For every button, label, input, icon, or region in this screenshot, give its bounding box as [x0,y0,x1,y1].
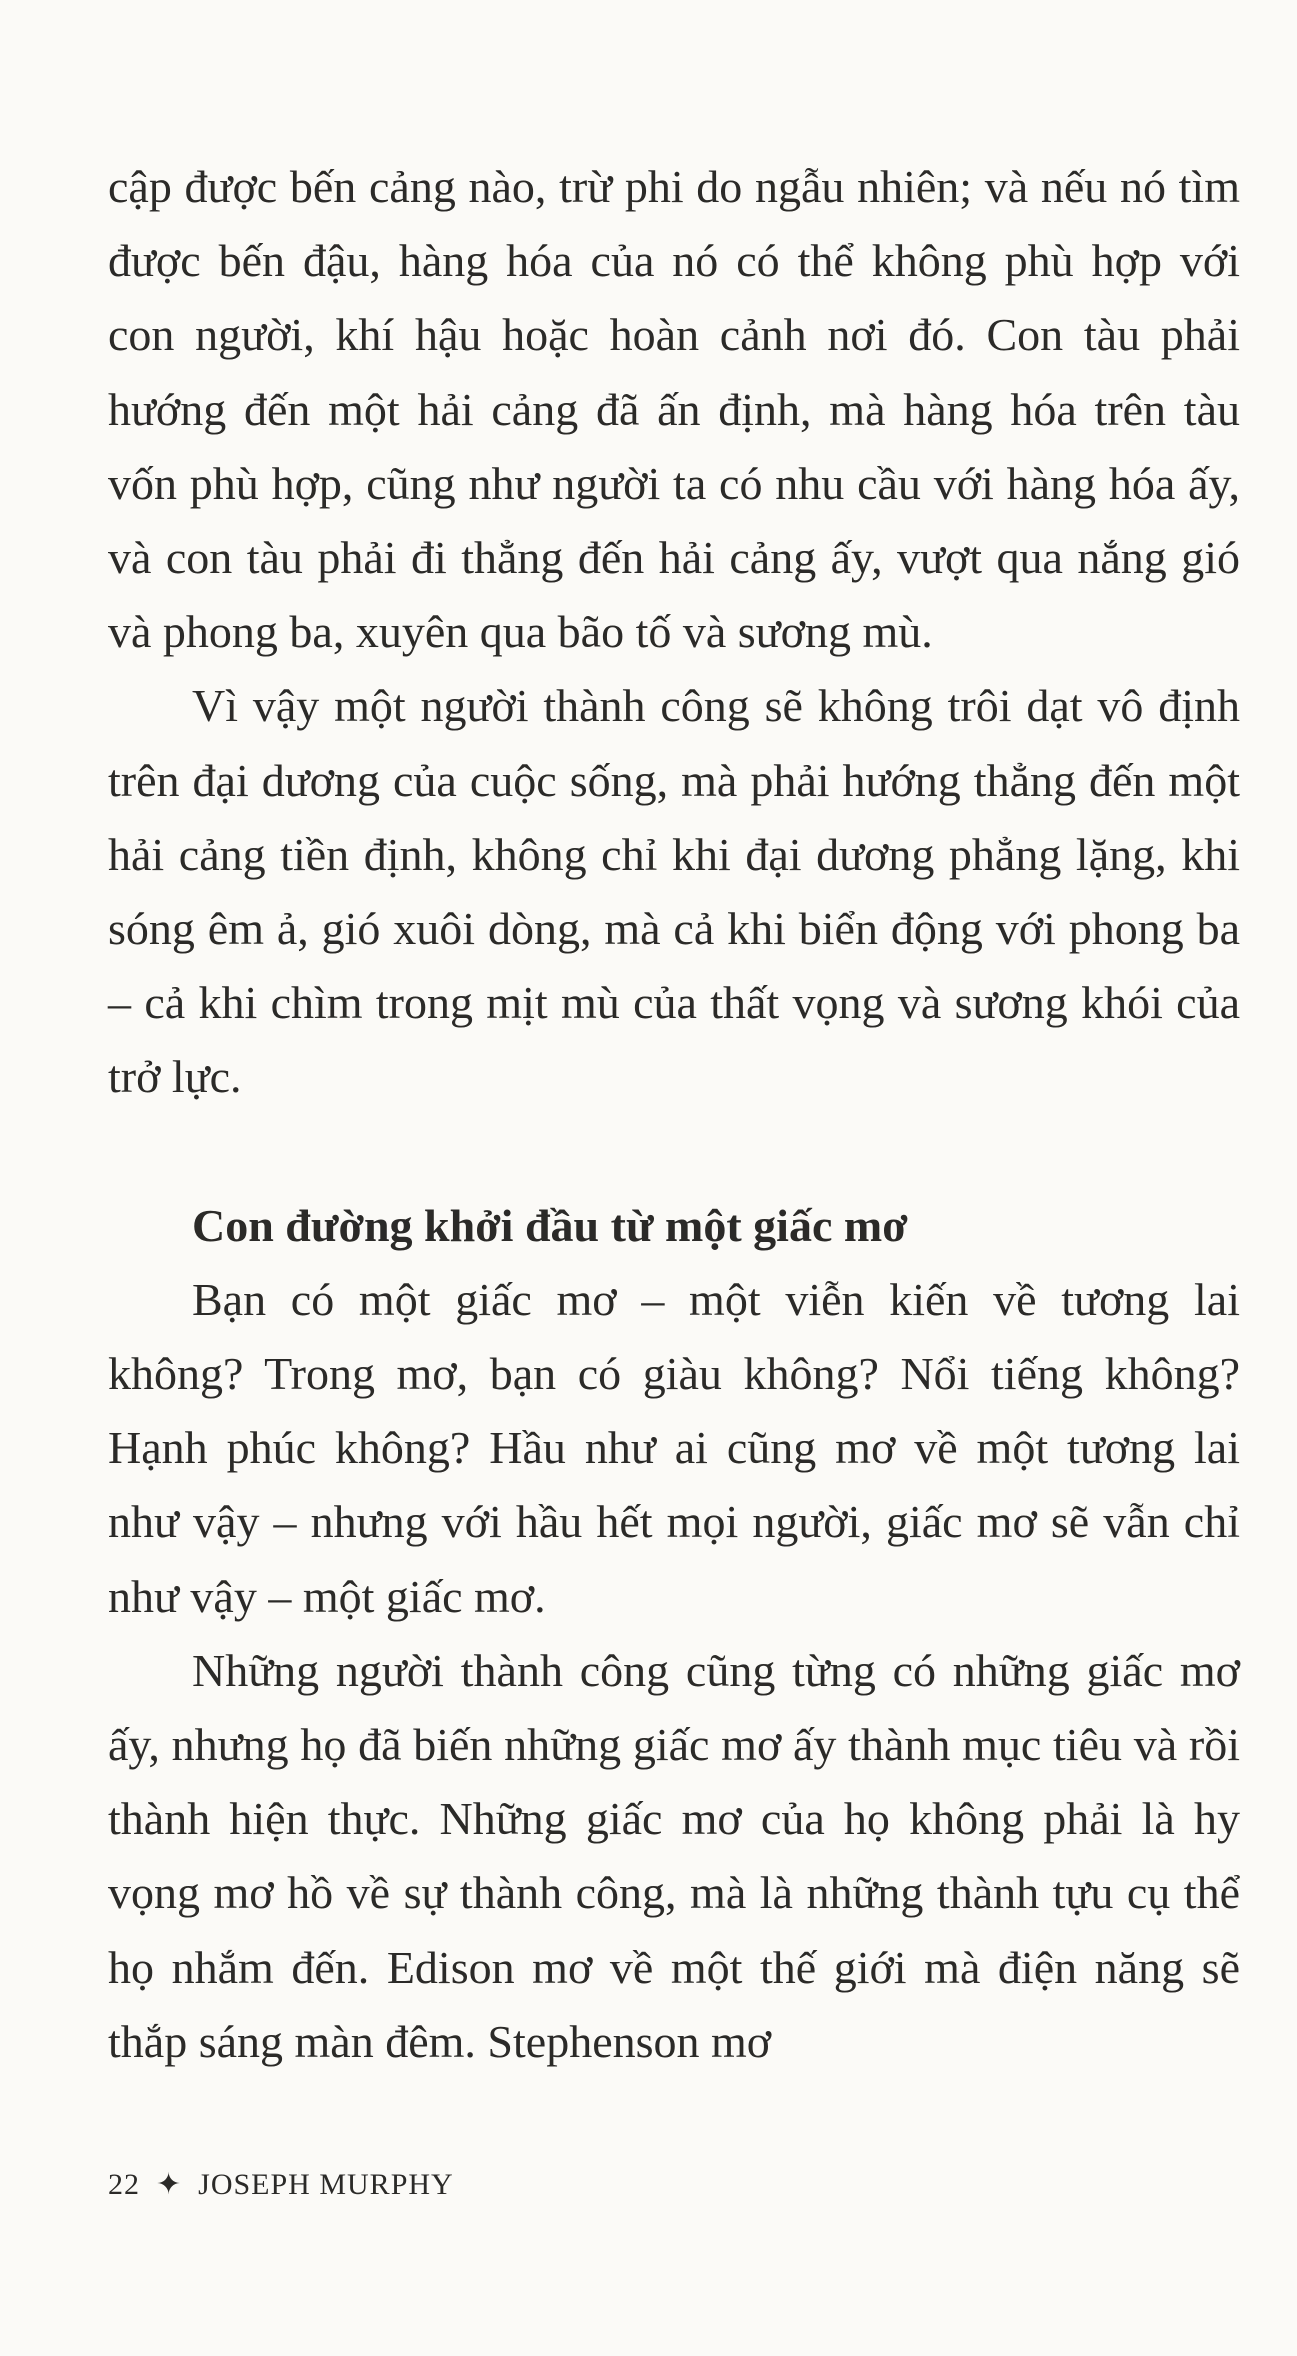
paragraph: Vì vậy một người thành công sẽ không trôi dạt vô định trên đại dương của cuộc sống, mà phải hướng thẳng đến một hải cảng tiền định, không chỉ khi đại dương phẳng lặng, khi sóng êm ả, gió xuôi dòng, mà cả khi biển động với phong ba – cả khi chìm trong mịt mù của thất vọng và sương khói của trở lực. [108,680,1240,1103]
paragraph: Những người thành công cũng từng có những giấc mơ ấy, nhưng họ đã biến những giấc mơ ấy thành mục tiêu và rồi thành hiện thực. Những giấc mơ của họ không phải là hy vọng mơ hồ về sự thành công, mà là những thành tựu cụ thể họ nhắm đến. Edison mơ về một thế giới mà điện năng sẽ thắp sáng màn đêm. Stephenson mơ [108,1644,1240,2067]
page-number: 22 [108,2168,140,2201]
author-name: JOSEPH MURPHY [198,2168,454,2201]
page-body [108,150,1240,2079]
page-footer [108,2168,454,2202]
section-heading: Con đường khởi đầu từ một giấc mơ [192,1199,908,1251]
paragraph-continued: cập được bến cảng nào, trừ phi do ngẫu nhiên; và nếu nó tìm được bến đậu, hàng hóa của nó có thể không phù hợp với con người, khí hậu hoặc hoàn cảnh nơi đó. Con tàu phải hướng đến một hải cảng đã ấn định, mà hàng hóa trên tàu vốn phù hợp, cũng như người ta có nhu cầu với hàng hóa ấy, và con tàu phải đi thẳng đến hải cảng ấy, vượt qua nắng gió và phong ba, xuyên qua bão tố và sương mù. [108,161,1240,658]
star-separator-icon: ✦ [156,2168,183,2201]
paragraph: Bạn có một giấc mơ – một viễn kiến về tương lai không? Trong mơ, bạn có giàu không? Nổi tiếng không? Hạnh phúc không? Hầu như ai cũng mơ về một tương lai như vậy – nhưng với hầu hết mọi người, giấc mơ sẽ vẫn chỉ như vậy – một giấc mơ. [108,1273,1240,1622]
